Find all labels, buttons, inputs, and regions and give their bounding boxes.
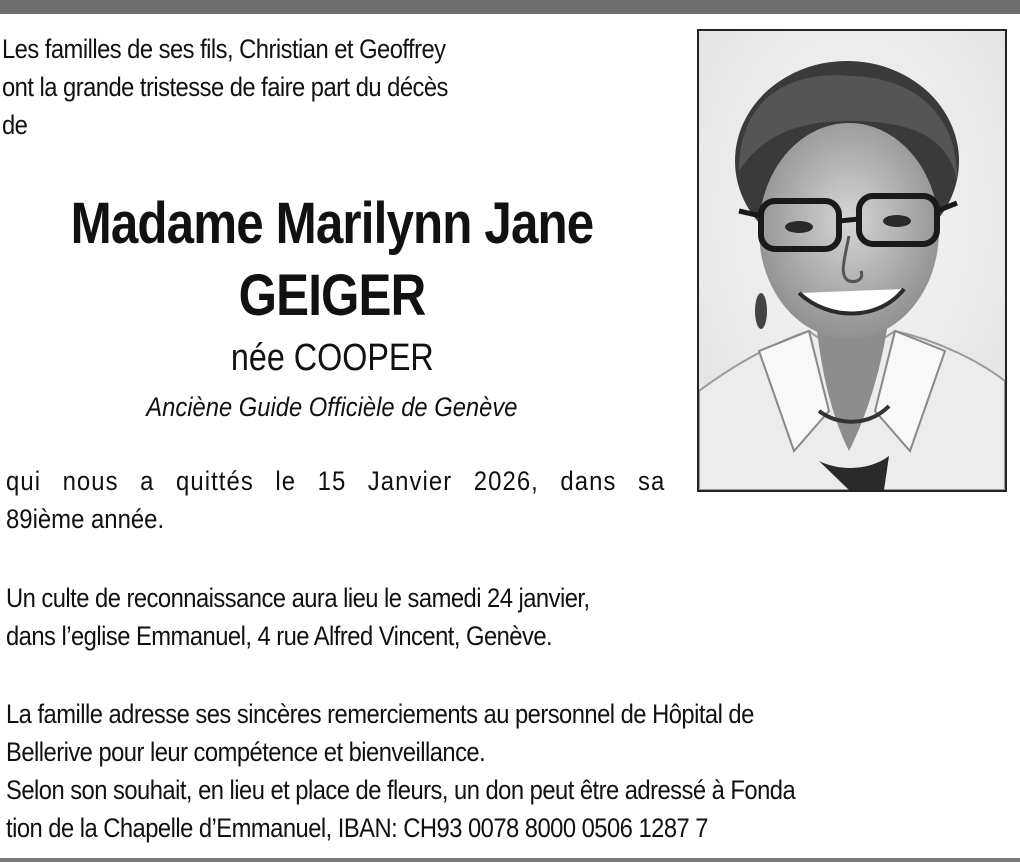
death-line: qui nous a quittés le 15 Janvier 2026, dans sa (6, 466, 666, 496)
intro-line: Les familles de ses fils, Christian et Geoffrey (2, 34, 446, 64)
thanks-line: La famille adresse ses sincères remerciements au personnel de Hôpital de (6, 699, 754, 729)
name-first-line: Madame Marilynn Jane (70, 191, 594, 256)
service-line: Un culte de reconnaissance aura lieu le samedi 24 janvier, (6, 583, 590, 613)
intro-line: ont la grande tristesse de faire part du décès (2, 72, 448, 102)
deceased-name (0, 188, 664, 332)
maiden-name (0, 334, 664, 382)
thanks-line: tion de la Chapelle d’Emmanuel, IBAN: CH93 0078 8000 0506 1287 7 (6, 813, 708, 843)
thanks-line: Selon son souhait, en lieu et place de fleurs, un don peut être adressé à Fonda (6, 775, 796, 805)
portrait-illustration (699, 31, 1005, 490)
portrait-photo (697, 29, 1007, 492)
bottom-rule (0, 858, 1020, 862)
death-line: 89ième année. (6, 504, 165, 534)
intro-line: de (2, 110, 28, 140)
death-notice (6, 462, 751, 538)
name-surname: GEIGER (238, 263, 426, 328)
deceased-title (0, 389, 664, 425)
thanks-line: Bellerive pour leur compétence et bienveillance. (6, 737, 486, 767)
intro-paragraph (2, 30, 448, 144)
thanks-paragraph (6, 695, 795, 847)
maiden-name-text: née COOPER (230, 337, 434, 379)
top-rule (0, 0, 1020, 14)
service-line: dans l’eglise Emmanuel, 4 rue Alfred Vincent, Genève. (6, 621, 553, 651)
service-paragraph (6, 579, 590, 655)
deceased-title-text: Anciène Guide Officièle de Genève (146, 392, 518, 422)
